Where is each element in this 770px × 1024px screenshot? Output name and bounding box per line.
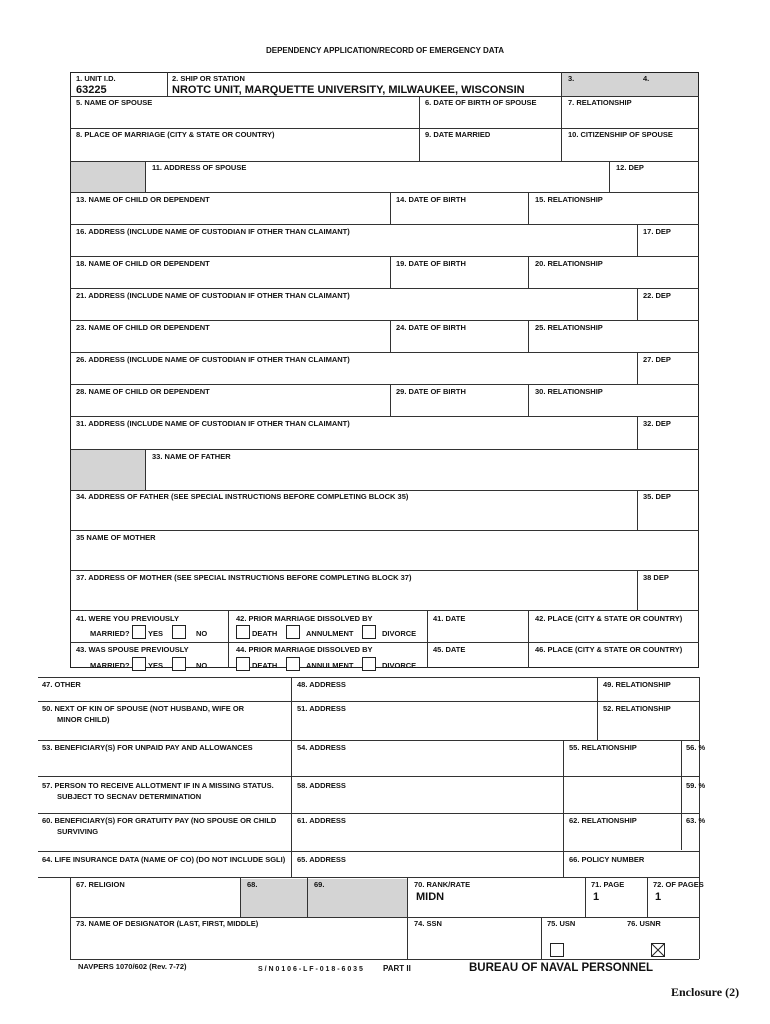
block-15-label: 15. RELATIONSHIP	[535, 195, 603, 204]
spouse-divorce-checkbox[interactable]	[362, 657, 376, 671]
part-label: PART II	[383, 964, 411, 973]
block-67-label: 67. RELIGION	[76, 880, 125, 889]
page-value: 1	[593, 891, 600, 903]
spouse-married-label: MARRIED?	[90, 661, 130, 670]
block-2-label: 2. SHIP OR STATION	[172, 74, 245, 83]
block-30-label: 30. RELATIONSHIP	[535, 387, 603, 396]
block-50-label: 50. NEXT OF KIN OF SPOUSE (NOT HUSBAND, WIFE OR	[42, 704, 245, 713]
unit-id-value: 63225	[76, 84, 107, 96]
spouse-divorce-label: DIVORCE	[382, 661, 417, 670]
yes-label: YES	[148, 629, 164, 638]
block-64-label: 64. LIFE INSURANCE DATA (NAME OF CO) (DO NOT INCLUDE SGLI)	[42, 855, 286, 864]
block-69-label: 69.	[314, 880, 325, 889]
block-47-label: 47. OTHER	[42, 680, 81, 689]
block-76-label: 76. USNR	[627, 919, 661, 928]
stock-number: S / N 0 1 0 6 - L F - 0 1 8 - 6 0 3 5	[258, 966, 363, 973]
block-10-label: 10. CITIZENSHIP OF SPOUSE	[568, 130, 673, 139]
divorce-checkbox[interactable]	[362, 625, 376, 639]
married-label: MARRIED?	[90, 629, 130, 638]
block-9-label: 9. DATE MARRIED	[425, 130, 491, 139]
block-1-label: 1. UNIT I.D.	[76, 74, 116, 83]
block-23-label: 23. NAME OF CHILD OR DEPENDENT	[76, 323, 210, 332]
block-54-label: 54. ADDRESS	[297, 743, 346, 752]
spouse-death-label: DEATH	[252, 661, 278, 670]
block-12-label: 12. DEP	[616, 163, 644, 172]
block-63-label: 63. %	[686, 816, 706, 825]
block-72-label: 72. OF PAGES	[653, 880, 704, 889]
block-74-label: 74. SSN	[414, 919, 442, 928]
block-60-label: 60. BENEFICIARY(S) FOR GRATUITY PAY (NO SPOUSE OR CHILD	[42, 816, 277, 825]
usnr-checkbox[interactable]	[651, 943, 665, 957]
block-31-label: 31. ADDRESS (INCLUDE NAME OF CUSTODIAN IF OTHER THAN CLAIMANT)	[76, 419, 350, 428]
married-no-checkbox[interactable]	[172, 625, 186, 639]
block-35-dep-label: 35. DEP	[643, 492, 671, 501]
block-28-label: 28. NAME OF CHILD OR DEPENDENT	[76, 387, 210, 396]
enclosure-label: Enclosure (2)	[671, 985, 740, 999]
spouse-married-no-checkbox[interactable]	[172, 657, 186, 671]
block-17-label: 17. DEP	[643, 227, 671, 236]
block-41-date-label: 41. DATE	[433, 614, 466, 623]
annulment-checkbox[interactable]	[286, 625, 300, 639]
spouse-annulment-checkbox[interactable]	[286, 657, 300, 671]
block-60-label-line2: SURVIVING	[57, 827, 99, 836]
bureau-label: BUREAU OF NAVAL PERSONNEL	[469, 962, 654, 974]
block-29-label: 29. DATE OF BIRTH	[396, 387, 466, 396]
block-20-label: 20. RELATIONSHIP	[535, 259, 603, 268]
married-yes-checkbox[interactable]	[132, 625, 146, 639]
block-33-label: 33. NAME OF FATHER	[152, 452, 231, 461]
block-13-label: 13. NAME OF CHILD OR DEPENDENT	[76, 195, 210, 204]
block-65-label: 65. ADDRESS	[297, 855, 346, 864]
block-24-label: 24. DATE OF BIRTH	[396, 323, 466, 332]
block-43-label: 43. WAS SPOUSE PREVIOUSLY	[76, 645, 189, 654]
block-19-label: 19. DATE OF BIRTH	[396, 259, 466, 268]
block-71-label: 71. PAGE	[591, 880, 625, 889]
divorce-label: DIVORCE	[382, 629, 417, 638]
block-8-label: 8. PLACE OF MARRIAGE (CITY & STATE OR COUNTRY)	[76, 130, 275, 139]
block-34-label: 34. ADDRESS OF FATHER (SEE SPECIAL INSTRUCTIONS BEFORE COMPLETING BLOCK 35)	[76, 492, 409, 501]
form-title: DEPENDENCY APPLICATION/RECORD OF EMERGENCY DATA	[265, 46, 505, 55]
block-49-label: 49. RELATIONSHIP	[603, 680, 671, 689]
spouse-annulment-label: ANNULMENT	[306, 661, 354, 670]
block-48-label: 48. ADDRESS	[297, 680, 346, 689]
block-16-label: 16. ADDRESS (INCLUDE NAME OF CUSTODIAN IF OTHER THAN CLAIMANT)	[76, 227, 350, 236]
block-51-label: 51. ADDRESS	[297, 704, 346, 713]
block-70-label: 70. RANK/RATE	[414, 880, 471, 889]
block-26-label: 26. ADDRESS (INCLUDE NAME OF CUSTODIAN IF OTHER THAN CLAIMANT)	[76, 355, 350, 364]
block-6-label: 6. DATE OF BIRTH OF SPOUSE	[425, 98, 537, 107]
block-66-label: 66. POLICY NUMBER	[569, 855, 645, 864]
form-number: NAVPERS 1070/602 (Rev. 7-72)	[78, 962, 187, 971]
rank-rate-value: MIDN	[416, 891, 445, 903]
block-45-label: 45. DATE	[433, 645, 466, 654]
spouse-death-checkbox[interactable]	[236, 657, 250, 671]
block-32-label: 32. DEP	[643, 419, 671, 428]
block-35-mother-label: 35 NAME OF MOTHER	[76, 533, 156, 542]
death-checkbox[interactable]	[236, 625, 250, 639]
block-68-label: 68.	[247, 880, 258, 889]
block-42-label: 42. PRIOR MARRIAGE DISSOLVED BY	[236, 614, 373, 623]
spouse-no-label: NO	[196, 661, 208, 670]
block-18-label: 18. NAME OF CHILD OR DEPENDENT	[76, 259, 210, 268]
block-50-label-line2: MINOR CHILD)	[57, 715, 110, 724]
block-75-label: 75. USN	[547, 919, 576, 928]
no-label: NO	[196, 629, 208, 638]
spouse-married-yes-checkbox[interactable]	[132, 657, 146, 671]
block-4-label: 4.	[643, 74, 650, 83]
usn-checkbox[interactable]	[550, 943, 564, 957]
block-62-label: 62. RELATIONSHIP	[569, 816, 637, 825]
block-38-label: 38 DEP	[643, 573, 669, 582]
block-59-label: 59. %	[686, 781, 706, 790]
block-61-label: 61. ADDRESS	[297, 816, 346, 825]
block-44-label: 44. PRIOR MARRIAGE DISSOLVED BY	[236, 645, 373, 654]
spouse-yes-label: YES	[148, 661, 164, 670]
block-37-label: 37. ADDRESS OF MOTHER (SEE SPECIAL INSTRUCTIONS BEFORE COMPLETING BLOCK 37)	[76, 573, 412, 582]
ship-station-value: NROTC UNIT, MARQUETTE UNIVERSITY, MILWAUKEE, WISCONSIN	[172, 84, 525, 96]
block-21-label: 21. ADDRESS (INCLUDE NAME OF CUSTODIAN IF OTHER THAN CLAIMANT)	[76, 291, 350, 300]
block-3-label: 3.	[568, 74, 575, 83]
block-53-label: 53. BENEFICIARY(S) FOR UNPAID PAY AND ALLOWANCES	[42, 743, 253, 752]
block-52-label: 52. RELATIONSHIP	[603, 704, 671, 713]
block-46-label: 46. PLACE (CITY & STATE OR COUNTRY)	[535, 645, 683, 654]
block-11-label: 11. ADDRESS OF SPOUSE	[152, 163, 247, 172]
block-55-label: 55. RELATIONSHIP	[569, 743, 637, 752]
annulment-label: ANNULMENT	[306, 629, 354, 638]
block-22-label: 22. DEP	[643, 291, 671, 300]
block-7-label: 7. RELATIONSHIP	[568, 98, 632, 107]
block-57-label-line2: SUBJECT TO SECNAV DETERMINATION	[57, 792, 202, 801]
block-14-label: 14. DATE OF BIRTH	[396, 195, 466, 204]
check-x-icon	[652, 944, 664, 956]
death-label: DEATH	[252, 629, 278, 638]
block-41-label: 41. WERE YOU PREVIOUSLY	[76, 614, 179, 623]
block-56-label: 56. %	[686, 743, 706, 752]
block-42-place-label: 42. PLACE (CITY & STATE OR COUNTRY)	[535, 614, 683, 623]
block-73-label: 73. NAME OF DESIGNATOR (LAST, FIRST, MIDDLE)	[76, 919, 259, 928]
block-5-label: 5. NAME OF SPOUSE	[76, 98, 153, 107]
block-27-label: 27. DEP	[643, 355, 671, 364]
of-pages-value: 1	[655, 891, 662, 903]
block-25-label: 25. RELATIONSHIP	[535, 323, 603, 332]
block-58-label: 58. ADDRESS	[297, 781, 346, 790]
block-57-label: 57. PERSON TO RECEIVE ALLOTMENT IF IN A MISSING STATUS.	[42, 781, 274, 790]
